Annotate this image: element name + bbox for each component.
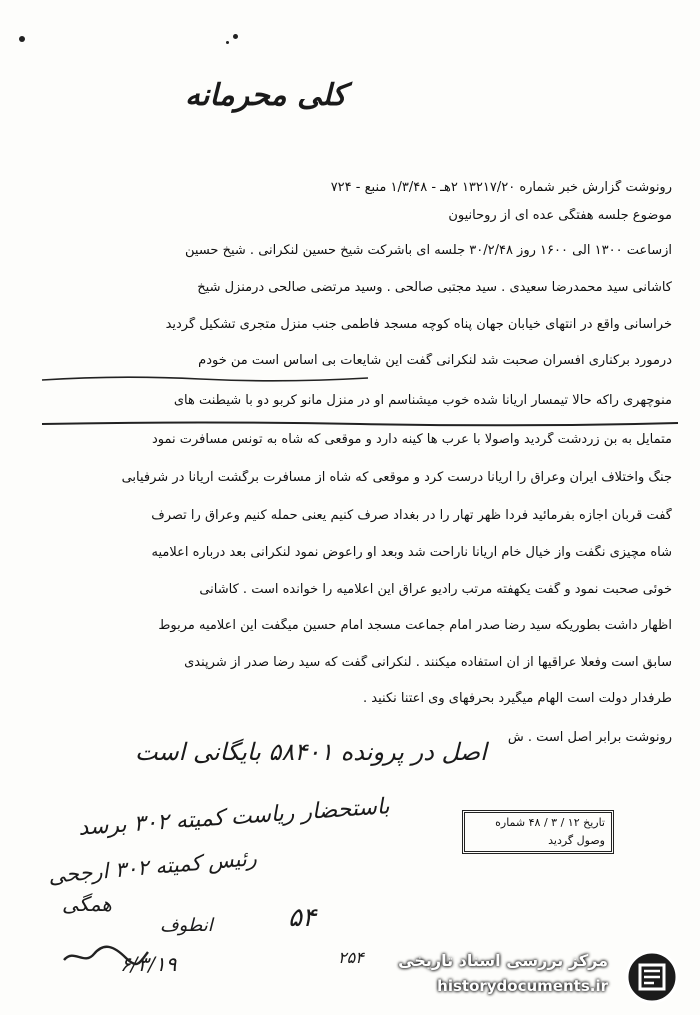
watermark-title: مرکز بررسی اسناد تاریخی bbox=[398, 951, 608, 970]
subject-line: موضوع جلسه هفتگی عده ای از روحانیون bbox=[448, 208, 672, 223]
body-line: جنگ واختلاف ایران وعراق را آریانا درست کرد و موقعی که شاه از مسافرت برگشت آریانا در شرفیابی bbox=[121, 470, 672, 485]
scan-speck bbox=[19, 36, 25, 42]
handwritten-annotation: انطوف bbox=[160, 915, 213, 936]
receipt-stamp bbox=[462, 810, 614, 854]
body-line: منوچهری راکه حالا تیمسار آریانا شده خوب میشناسم او در منزل مانو کربو دو با شیطنت های bbox=[173, 393, 672, 408]
copy-certification: رونوشت برابر اصل است . ش bbox=[507, 730, 672, 745]
scan-speck bbox=[233, 34, 238, 39]
header-handwritten-classification: کلی محرمانه bbox=[185, 78, 347, 113]
handwritten-initials: ۵۴ bbox=[288, 903, 316, 933]
body-line: گفت قربان اجازه بفرمائید فردا ظهر تهار را در بغداد صرف کنیم یعنی حمله کنیم وعراق را تصرف bbox=[151, 508, 672, 523]
stamp-date-line: تاریخ ۱۲ / ۳ / ۴۸ شماره bbox=[495, 816, 605, 829]
archive-logo-icon bbox=[622, 949, 682, 1005]
archive-watermark bbox=[390, 947, 690, 1005]
watermark-url: historydocuments.ir bbox=[437, 977, 608, 995]
body-line: متمایل به بن زردشت گردید واصولا با عرب ها کینه دارد و موقعی که شاه به تونس مسافرت نمود bbox=[152, 432, 672, 447]
stamp-received-line: وصول گردید bbox=[548, 834, 605, 847]
scan-speck bbox=[226, 41, 229, 44]
handwritten-annotation: همگی bbox=[62, 892, 112, 916]
body-line: درمورد برکناری افسران صحبت شد لنکرانی گفت این شایعات بی اساس است من خودم bbox=[198, 353, 672, 368]
body-line: شاه مچیزی نگفت واز خیال خام آریانا ناراحت شد وبعد او راعوض نمود لنکرانی بعد درباره اعلامیه bbox=[151, 545, 672, 560]
body-line: طرفدار دولت است الهام میگیرد بحرفهای وی اعتنا نکنید . bbox=[363, 691, 672, 706]
report-reference: رونوشت گزارش خبر شماره ۱۳۲۱۷/۲۰ ۲هـ - ۱/۳/۴۸ منبع - ۷۲۴ bbox=[330, 180, 672, 195]
handwritten-date: ۶/۳/۱۹ bbox=[120, 952, 177, 976]
handwritten-annotation: باستحضار ریاست کمیته ۳۰۲ برسد bbox=[77, 794, 391, 841]
body-line: اظهار داشت بطوریکه سید رضا صدر امام جماعت مسجد امام حسین میگفت این اعلامیه مربوط bbox=[158, 618, 672, 633]
handwritten-underline bbox=[40, 372, 370, 386]
handwritten-file-note: اصل در پرونده ۵۸۴۰۱ بایگانی است bbox=[135, 738, 487, 766]
handwritten-annotation: رئیس کمیته ۳۰۲ ارجحی bbox=[47, 845, 258, 889]
body-line: سابق است وفعلا عراقیها از آن استفاده میکنند . لنکرانی گفت که سید رضا صدر از شرپندی bbox=[184, 655, 672, 670]
body-line: ازساعت ۱۳۰۰ الی ۱۶۰۰ روز ۳۰/۲/۴۸ جلسه ای باشرکت شیخ حسین لنکرانی . شیخ حسین bbox=[185, 243, 672, 258]
handwritten-underline bbox=[40, 418, 680, 430]
handwritten-margin-number: ۲۵۴ bbox=[338, 948, 364, 967]
body-line: خوئی صحبت نمود و گفت یکهفته مرتب رادیو عراق این اعلامیه را خوانده است . کاشانی bbox=[199, 582, 672, 597]
body-line: کاشانی سید محمدرضا سعیدی . سید مجتبی صالحی . وسید مرتضی صالحی درمنزل شیخ bbox=[197, 280, 672, 295]
body-line: خراسانی واقع در انتهای خیابان جهان پناه کوچه مسجد فاطمی جنب منزل متجری تشکیل گردید bbox=[165, 317, 672, 332]
signature-scribble bbox=[60, 940, 150, 970]
